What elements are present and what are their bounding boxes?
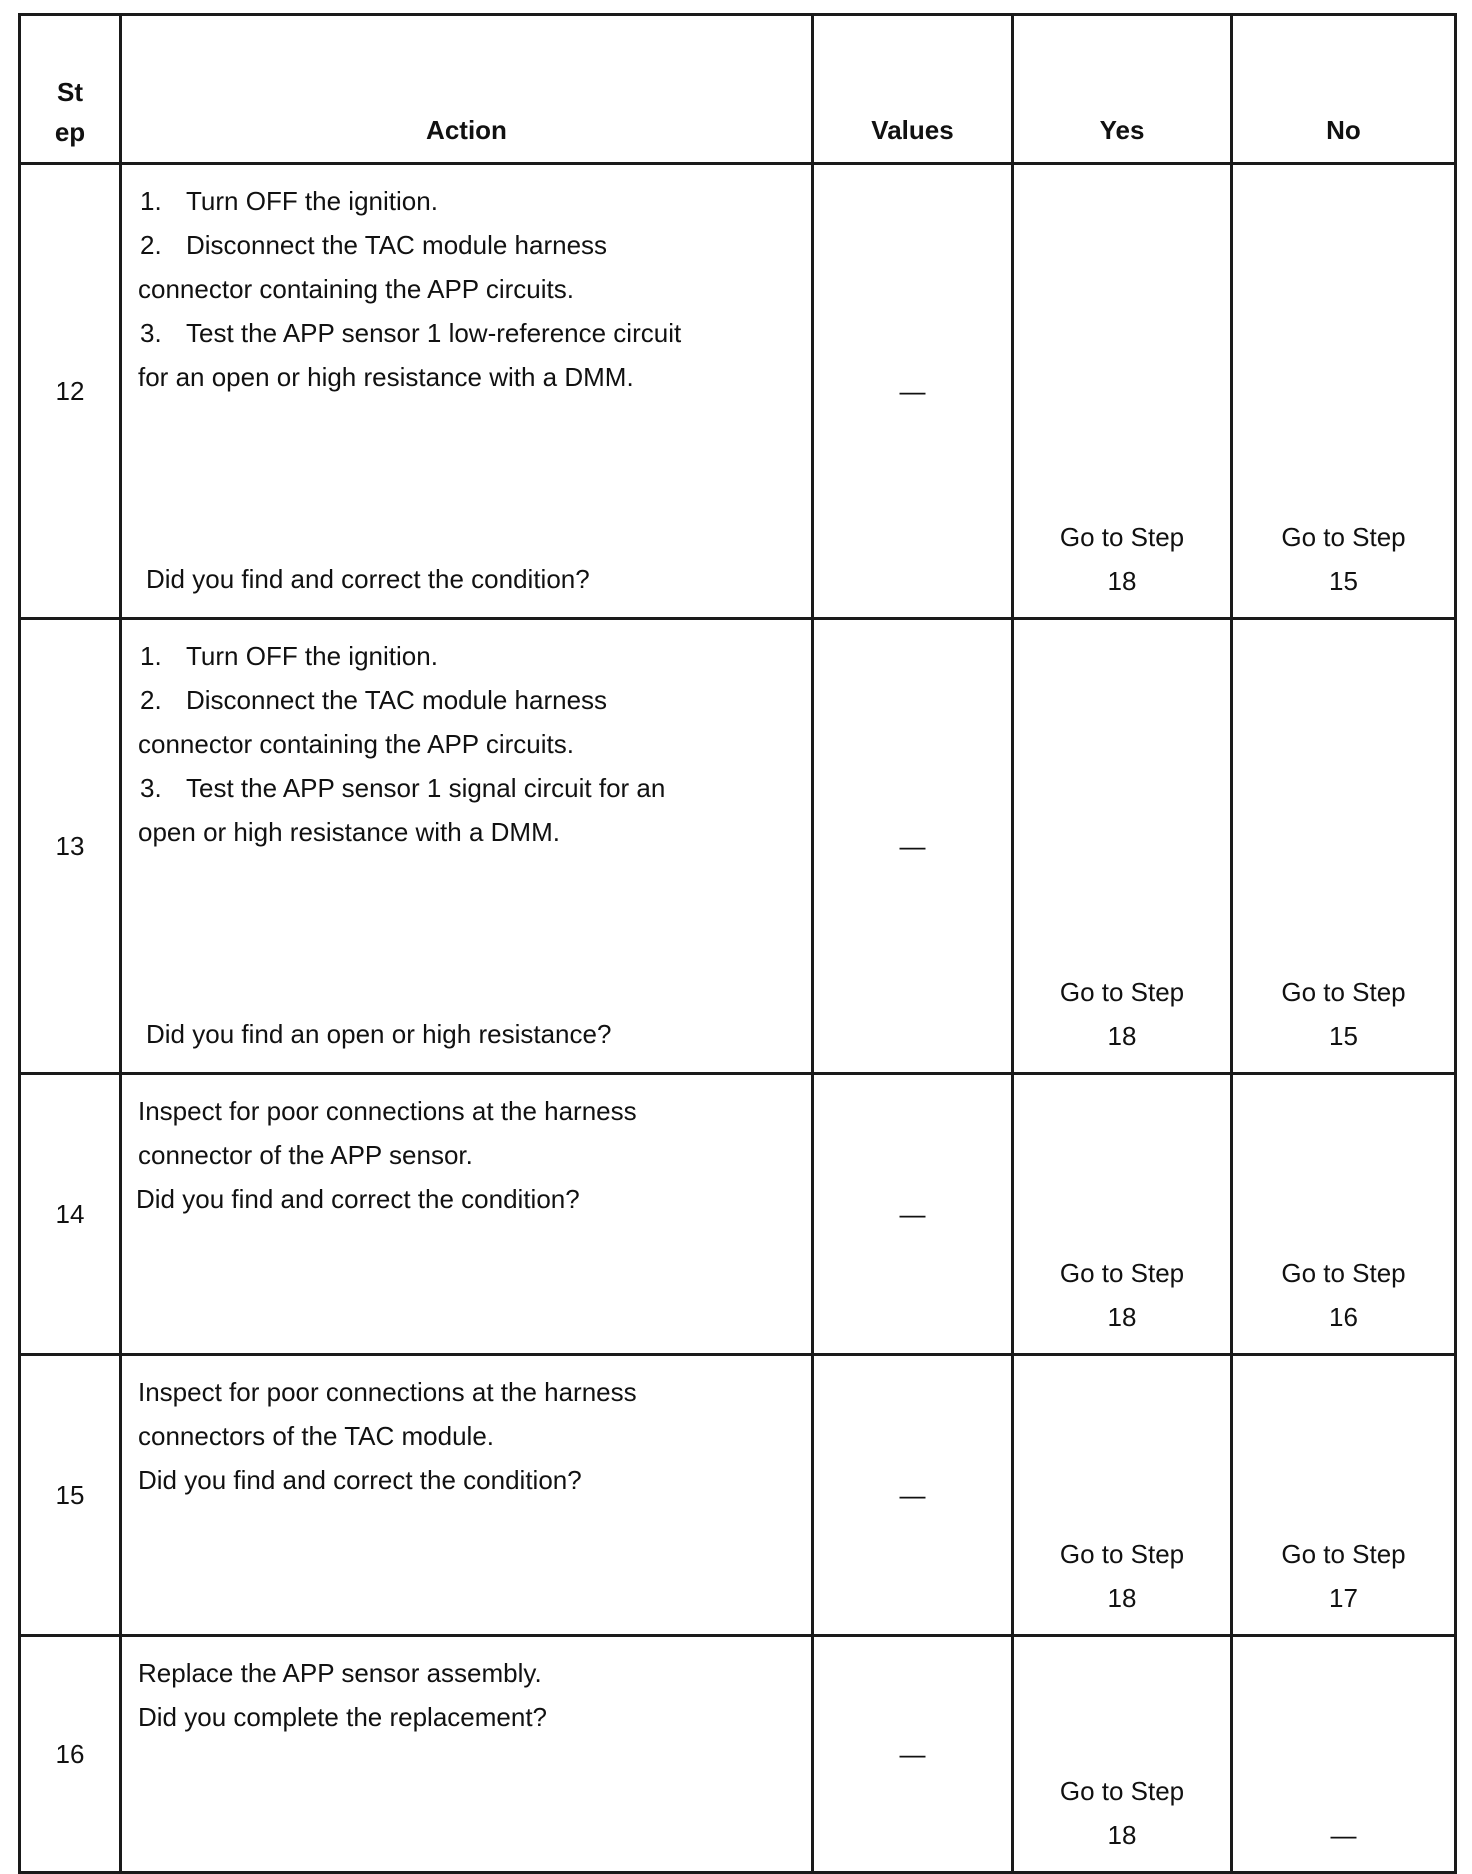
yes-cell — [1013, 1636, 1232, 1873]
action-question: Did you find and correct the condition? — [146, 564, 590, 594]
header-step-line1: St — [57, 77, 83, 107]
header-action: Action — [121, 15, 813, 164]
action-item — [138, 223, 811, 267]
action-item — [138, 311, 811, 355]
header-yes: Yes — [1013, 15, 1232, 164]
action-cell — [121, 619, 813, 1074]
yes-step: 18 — [1107, 566, 1137, 596]
action-line: Inspect for poor connections at the harness — [138, 1096, 637, 1126]
action-item — [138, 810, 811, 854]
item-text: for an open or high resistance with a DMM. — [138, 362, 634, 392]
header-values: Values — [813, 15, 1013, 164]
item-text: Disconnect the TAC module harness — [186, 685, 608, 715]
values-cell: — — [813, 1636, 1013, 1873]
yes-label: Go to Step — [1059, 1776, 1185, 1806]
action-item — [138, 179, 811, 223]
no-cell — [1232, 1355, 1456, 1636]
no-step: 17 — [1329, 1583, 1358, 1613]
no-cell — [1232, 164, 1456, 619]
values-cell: — — [813, 164, 1013, 619]
header-row — [20, 15, 1456, 164]
table-row — [20, 164, 1456, 619]
yes-label: Go to Step — [1059, 977, 1185, 1007]
no-step: 15 — [1329, 1021, 1358, 1051]
values-cell: — — [813, 619, 1013, 1074]
no-label: Go to Step — [1281, 1258, 1406, 1288]
yes-cell — [1013, 164, 1232, 619]
item-text: connector containing the APP circuits. — [138, 729, 574, 759]
item-text: open or high resistance with a DMM. — [138, 817, 560, 847]
no-label: Go to Step — [1281, 522, 1406, 552]
action-item — [138, 355, 811, 399]
table-row — [20, 1355, 1456, 1636]
values-cell: — — [813, 1074, 1013, 1355]
header-step — [20, 15, 121, 164]
item-number: 3. — [140, 318, 162, 348]
item-text: connector containing the APP circuits. — [138, 274, 574, 304]
item-number: 1. — [140, 641, 162, 671]
header-no: No — [1232, 15, 1456, 164]
step-number: 14 — [20, 1074, 121, 1355]
no-step: 15 — [1329, 566, 1358, 596]
action-cell — [121, 1074, 813, 1355]
values-cell: — — [813, 1355, 1013, 1636]
action-item — [138, 722, 811, 766]
no-label: — — [1330, 1820, 1357, 1850]
yes-label: Go to Step — [1059, 1539, 1185, 1569]
diagnostic-table — [18, 13, 1457, 1874]
item-text: Test the APP sensor 1 signal circuit for an — [186, 773, 666, 803]
action-question: Did you find and correct the condition? — [138, 1465, 582, 1495]
header-step-line2: ep — [54, 117, 86, 147]
no-cell — [1232, 1074, 1456, 1355]
item-text: Turn OFF the ignition. — [186, 641, 438, 671]
yes-step: 18 — [1107, 1583, 1137, 1613]
action-question: Did you complete the replacement? — [138, 1702, 548, 1732]
step-number: 12 — [20, 164, 121, 619]
yes-cell — [1013, 619, 1232, 1074]
yes-label: Go to Step — [1059, 522, 1185, 552]
action-line: Inspect for poor connections at the harness — [138, 1377, 637, 1407]
yes-step: 18 — [1107, 1820, 1137, 1850]
item-number: 3. — [140, 773, 162, 803]
action-cell — [121, 164, 813, 619]
action-line: Replace the APP sensor assembly. — [138, 1658, 542, 1688]
action-question: Did you find an open or high resistance? — [146, 1019, 612, 1049]
diagnostic-table-wrapper — [18, 13, 1457, 1874]
yes-label: Go to Step — [1059, 1258, 1185, 1288]
yes-cell — [1013, 1074, 1232, 1355]
item-text: Test the APP sensor 1 low-reference circuit — [186, 318, 682, 348]
item-text: Turn OFF the ignition. — [186, 186, 438, 216]
table-row — [20, 1636, 1456, 1873]
item-number: 2. — [140, 230, 162, 260]
action-item — [138, 678, 811, 722]
yes-cell — [1013, 1355, 1232, 1636]
action-item — [138, 267, 811, 311]
yes-step: 18 — [1107, 1021, 1137, 1051]
no-cell — [1232, 1636, 1456, 1873]
action-cell — [121, 1636, 813, 1873]
action-item — [138, 634, 811, 678]
no-label: Go to Step — [1281, 1539, 1406, 1569]
action-cell — [121, 1355, 813, 1636]
action-line: connector of the APP sensor. — [138, 1140, 473, 1170]
item-text: Disconnect the TAC module harness — [186, 230, 608, 260]
no-step: 16 — [1329, 1302, 1358, 1332]
step-number: 15 — [20, 1355, 121, 1636]
item-number: 1. — [140, 186, 162, 216]
item-number: 2. — [140, 685, 162, 715]
step-number: 13 — [20, 619, 121, 1074]
table-row — [20, 1074, 1456, 1355]
action-item — [138, 766, 811, 810]
action-line: connectors of the TAC module. — [138, 1421, 495, 1451]
no-cell — [1232, 619, 1456, 1074]
table-row — [20, 619, 1456, 1074]
no-label: Go to Step — [1281, 977, 1406, 1007]
yes-step: 18 — [1107, 1302, 1137, 1332]
step-number: 16 — [20, 1636, 121, 1873]
action-question: Did you find and correct the condition? — [136, 1184, 580, 1214]
